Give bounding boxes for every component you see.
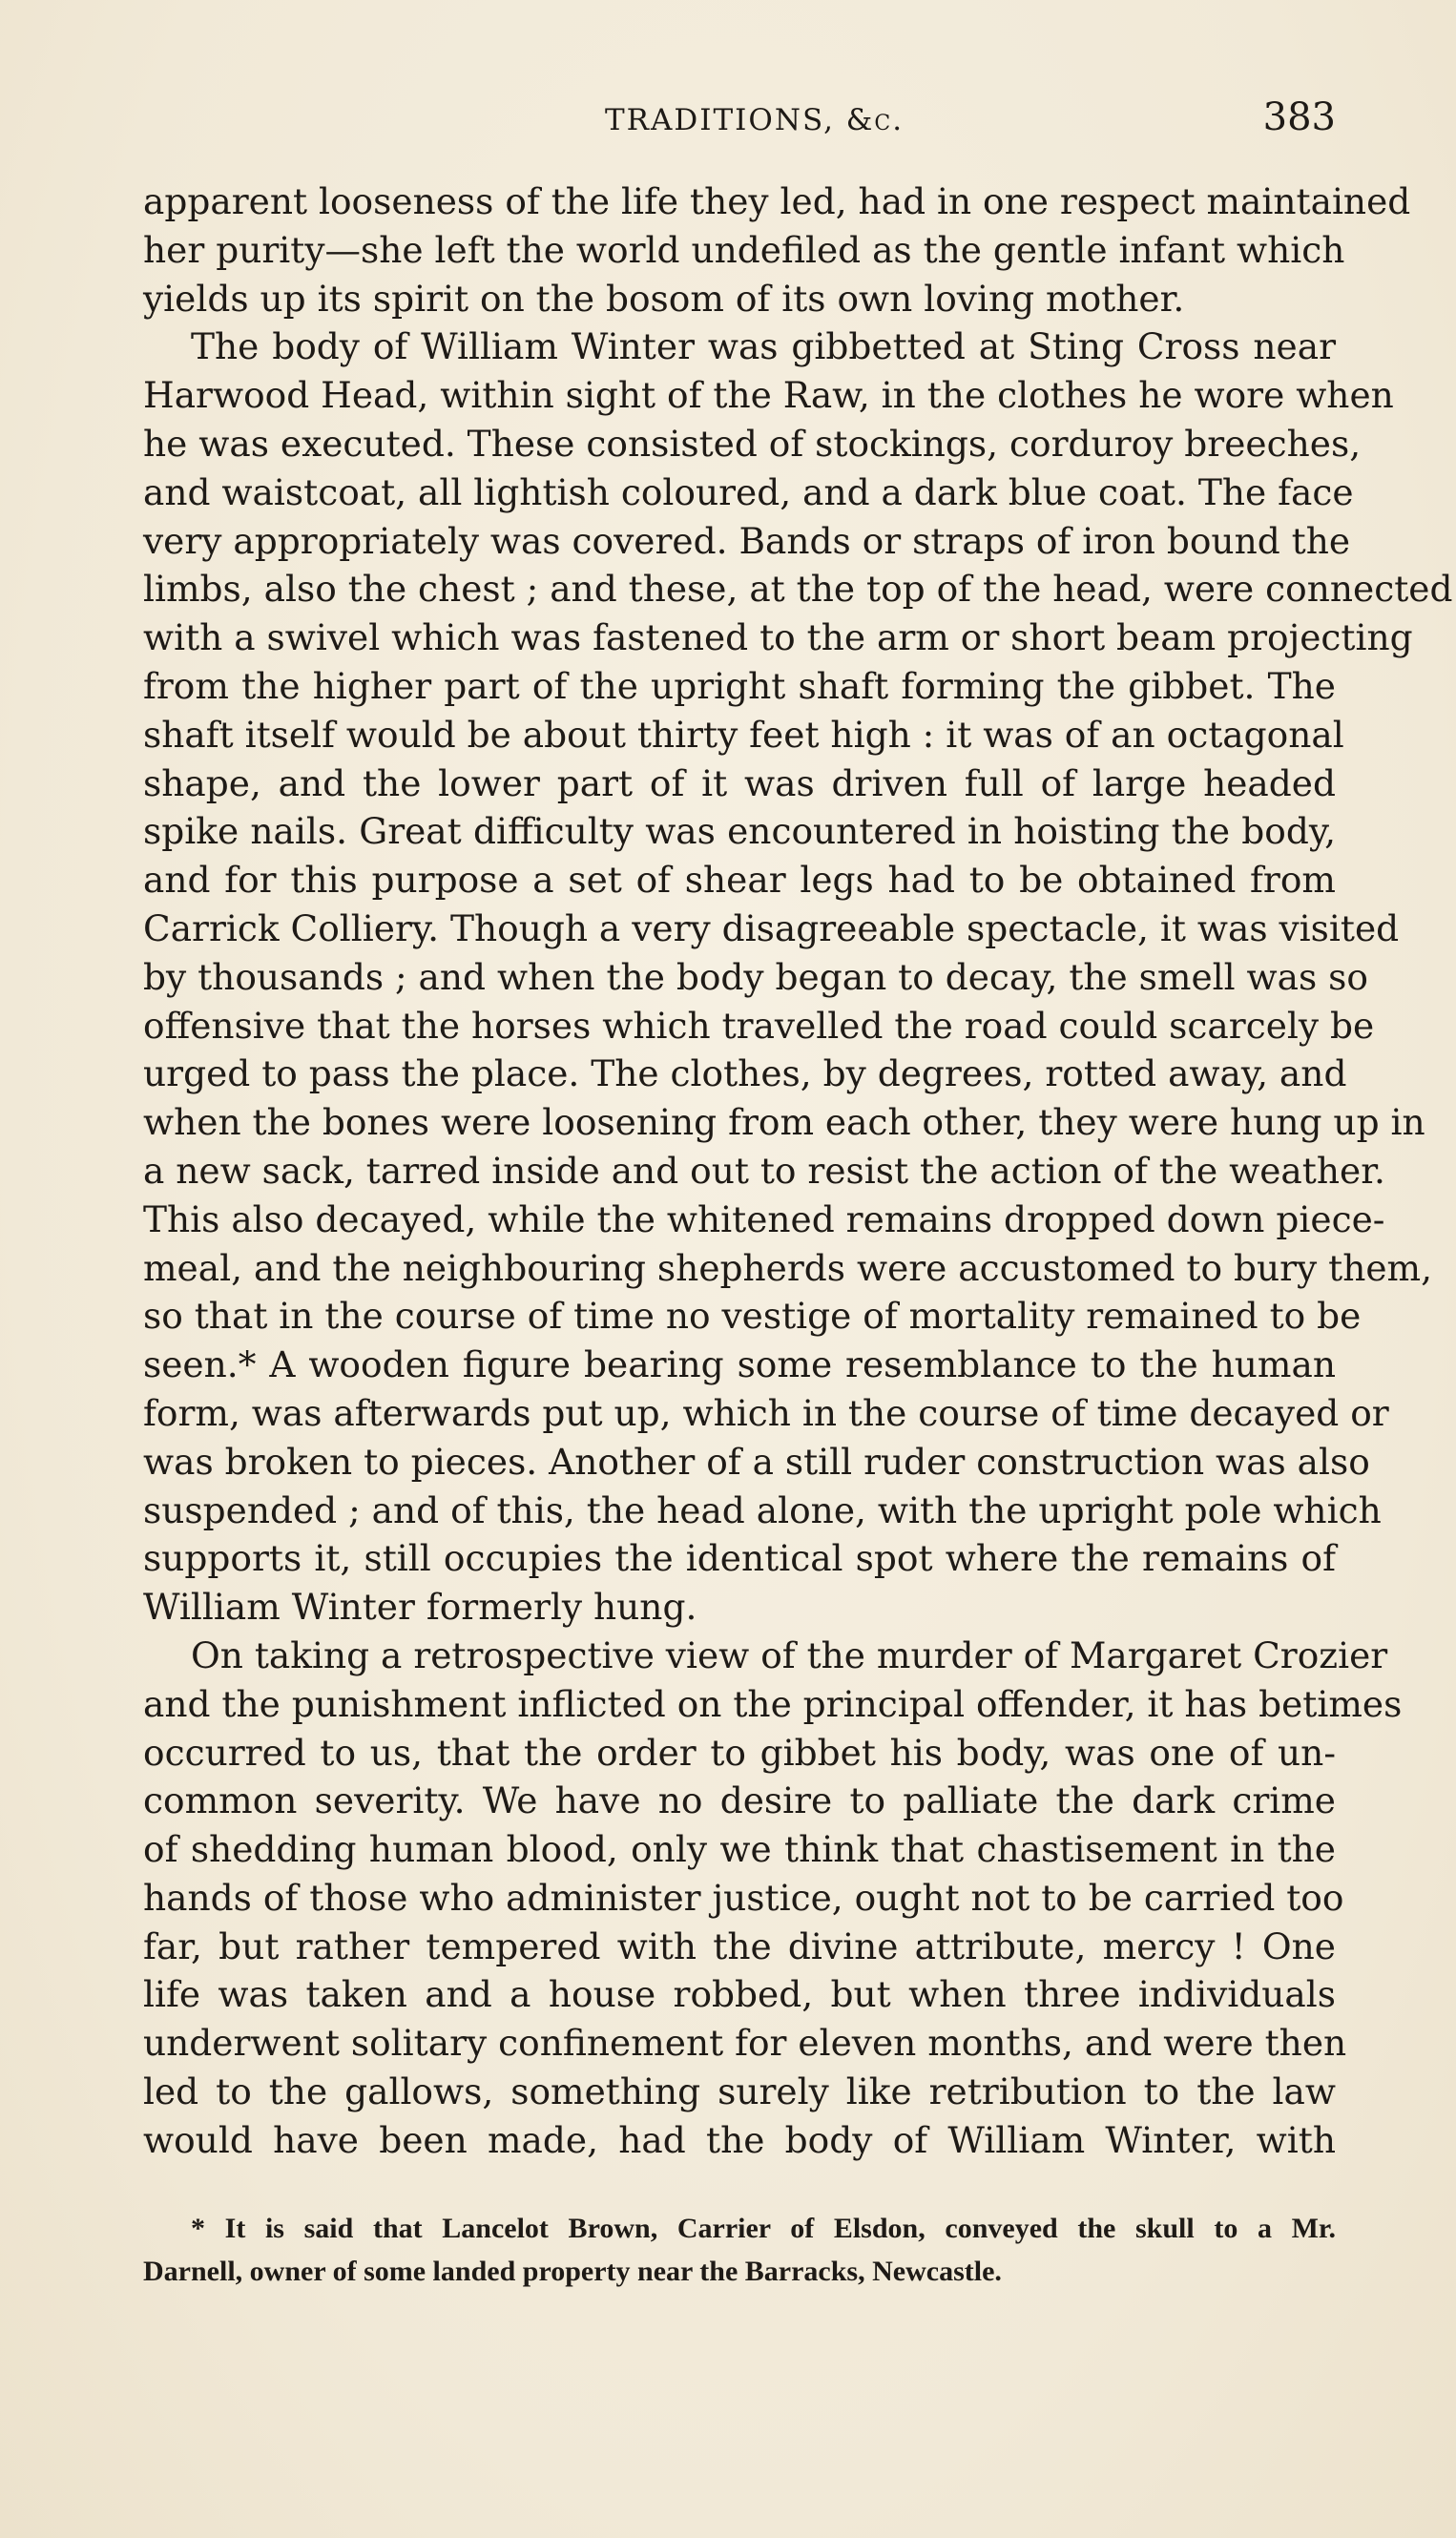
page-header bbox=[143, 92, 1336, 149]
text-line: Carrick Colliery. Though a very disagreeable spectacle, it was visited bbox=[143, 906, 1400, 949]
text-line: life was taken and a house robbed, but when three individuals bbox=[143, 1973, 1336, 2016]
text-line: led to the gallows, something surely like retribution to the law bbox=[143, 2070, 1336, 2113]
text-line: The body of William Winter was gibbetted at Sting Cross near bbox=[191, 325, 1336, 368]
text-line: meal, and the neighbouring shepherds were accustomed to bury them, bbox=[143, 1246, 1433, 1289]
text-line: underwent solitary confinement for eleven months, and were then bbox=[143, 2022, 1347, 2065]
text-line: common severity. We have no desire to palliate the dark crime bbox=[143, 1779, 1336, 1822]
text-line: far, but rather tempered with the divine attribute, mercy ! One bbox=[143, 1924, 1336, 1967]
text-line: with a swivel which was fastened to the arm or short beam projecting bbox=[143, 616, 1413, 659]
text-line: from the higher part of the upright shaft forming the gibbet. The bbox=[143, 664, 1336, 707]
footnote-line: * It is said that Lancelot Brown, Carrier of Elsdon, conveyed the skull to a Mr. bbox=[191, 2213, 1336, 2244]
text-line: and the punishment inflicted on the principal offender, it has betimes bbox=[143, 1682, 1403, 1725]
text-line: and waistcoat, all lightish coloured, and a dark blue coat. The face bbox=[143, 470, 1354, 513]
text-line: by thousands ; and when the body began to decay, the smell was so bbox=[143, 955, 1368, 998]
text-line: and for this purpose a set of shear legs had to be obtained from bbox=[143, 859, 1336, 902]
footnote-line: Darnell, owner of some landed property near the Barracks, Newcastle. bbox=[143, 2256, 1002, 2287]
text-line: urged to pass the place. The clothes, by degrees, rotted away, and bbox=[143, 1052, 1347, 1095]
text-line: when the bones were loosening from each other, they were hung up in bbox=[143, 1101, 1425, 1144]
text-line: very appropriately was covered. Bands or straps of iron bound the bbox=[143, 519, 1351, 562]
text-line: On taking a retrospective view of the murder of Margaret Crozier bbox=[191, 1633, 1388, 1676]
page-number: 383 bbox=[1262, 95, 1336, 139]
text-line: was broken to pieces. Another of a still ruder construction was also bbox=[143, 1440, 1370, 1483]
text-line: a new sack, tarred inside and out to resist the action of the weather. bbox=[143, 1149, 1385, 1192]
text-line: so that in the course of time no vestige of mortality remained to be bbox=[143, 1295, 1362, 1338]
text-line: of shedding human blood, only we think that chastisement in the bbox=[143, 1828, 1336, 1871]
text-line: supports it, still occupies the identical spot where the remains of bbox=[143, 1537, 1336, 1580]
text-line: suspended ; and of this, the head alone, with the upright pole which bbox=[143, 1488, 1382, 1531]
text-line: hands of those who administer justice, ought not to be carried too bbox=[143, 1876, 1344, 1919]
text-line: Harwood Head, within sight of the Raw, in the clothes he wore when bbox=[143, 374, 1394, 417]
text-line: shaft itself would be about thirty feet high : it was of an octagonal bbox=[143, 713, 1344, 756]
text-line: her purity—she left the world undefiled as the gentle infant which bbox=[143, 228, 1345, 271]
footnote bbox=[143, 2207, 1336, 2293]
text-line: form, was afterwards put up, which in the course of time decayed or bbox=[143, 1391, 1389, 1434]
text-line: apparent looseness of the life they led, had in one respect maintained bbox=[143, 180, 1411, 222]
text-line: limbs, also the chest ; and these, at the top of the head, were connected bbox=[143, 568, 1453, 611]
text-line: This also decayed, while the whitened remains dropped down piece- bbox=[143, 1197, 1385, 1240]
text-line: spike nails. Great difficulty was encountered in hoisting the body, bbox=[143, 810, 1336, 853]
text-line: yields up its spirit on the bosom of its own loving mother. bbox=[143, 277, 1185, 320]
text-line: shape, and the lower part of it was driven full of large headed bbox=[143, 761, 1336, 804]
text-line: seen.* A wooden figure bearing some resemblance to the human bbox=[143, 1343, 1336, 1386]
body-text bbox=[143, 177, 1453, 2165]
text-line: William Winter formerly hung. bbox=[143, 1586, 697, 1629]
text-line: occurred to us, that the order to gibbet his body, was one of un- bbox=[143, 1731, 1336, 1774]
text-line: he was executed. These consisted of stockings, corduroy breeches, bbox=[143, 422, 1362, 465]
text-line: would have been made, had the body of William Winter, with bbox=[143, 2118, 1336, 2161]
running-head: TRADITIONS, &c. bbox=[605, 103, 905, 137]
text-line: offensive that the horses which travelled the road could scarcely be bbox=[143, 1004, 1375, 1047]
